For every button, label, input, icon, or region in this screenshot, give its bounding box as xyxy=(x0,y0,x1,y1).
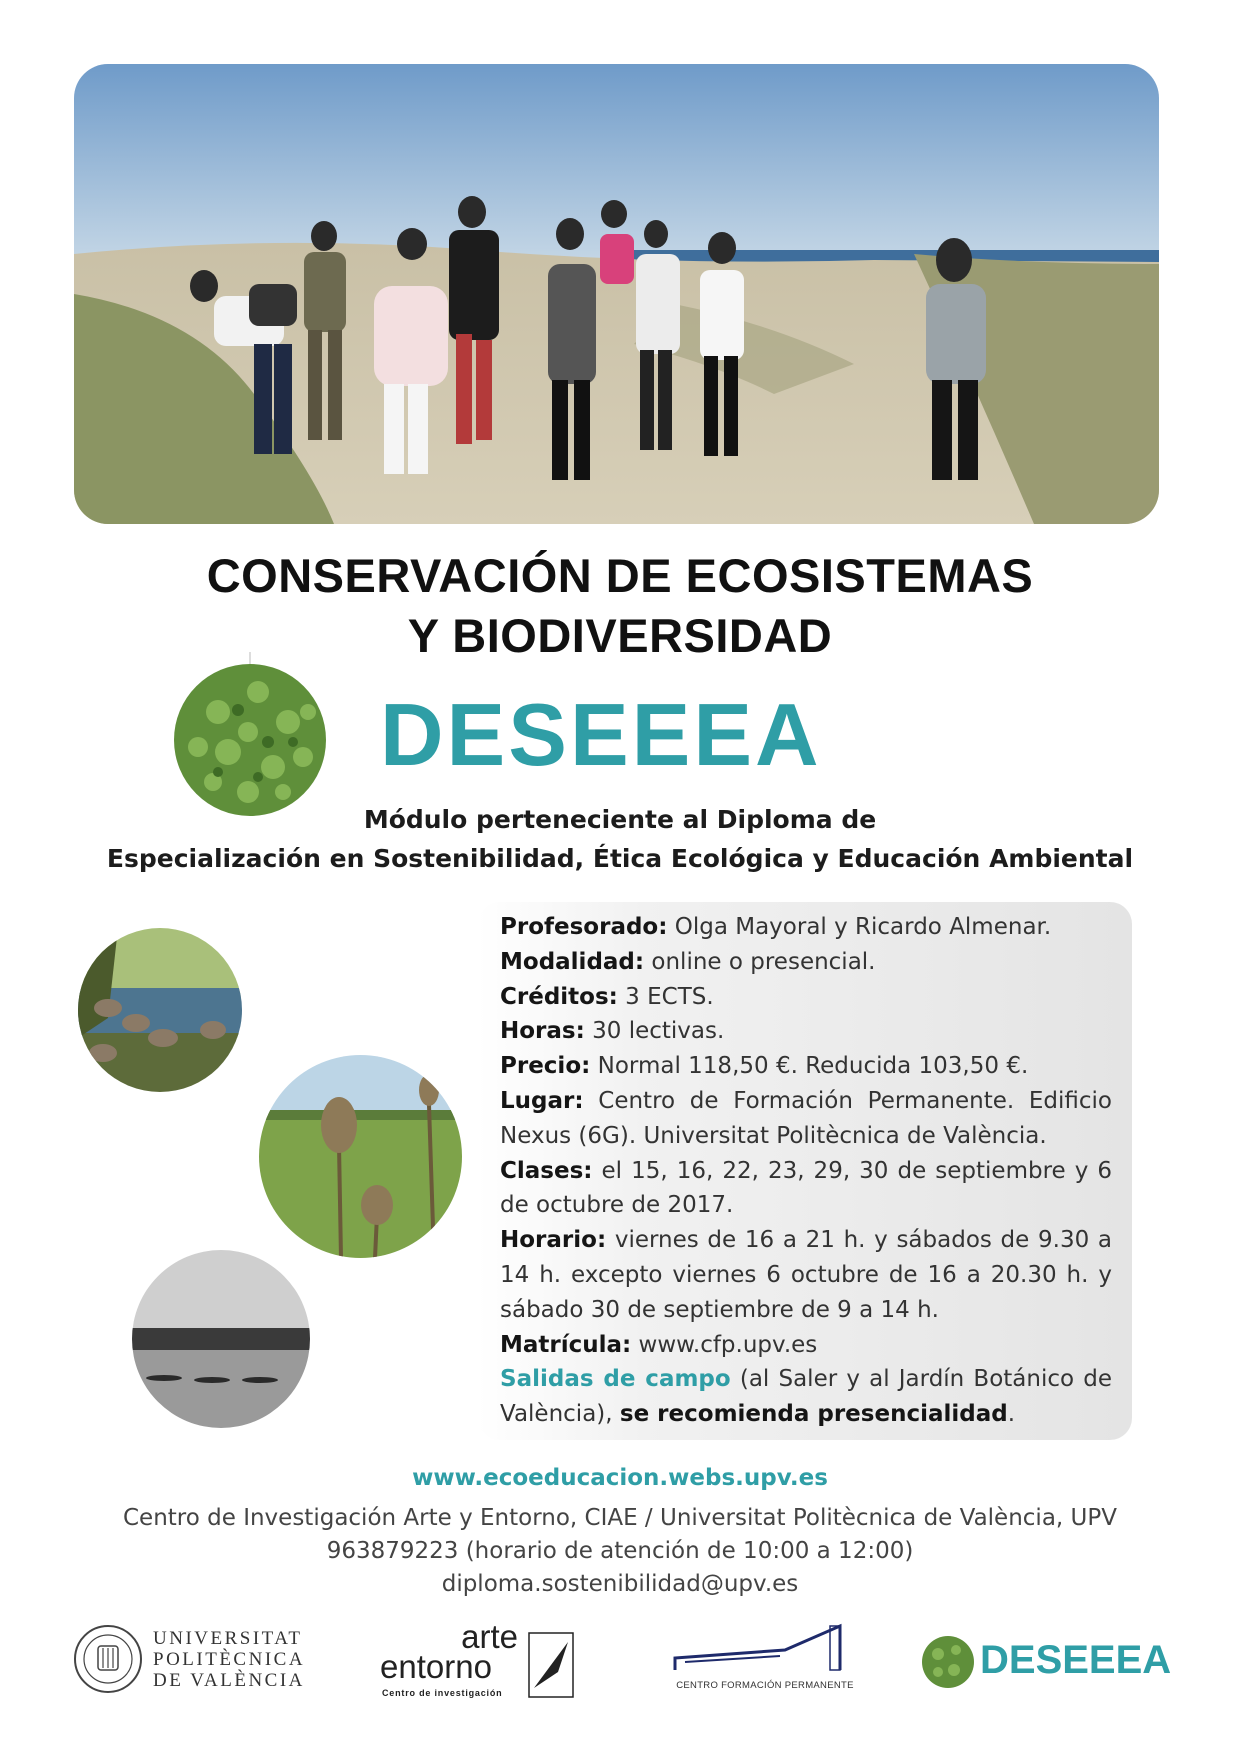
info-text xyxy=(500,910,1112,1432)
upv-line-2: POLITÈCNICA xyxy=(153,1649,306,1670)
footer-website-link[interactable]: www.ecoeducacion.webs.upv.es xyxy=(412,1465,828,1491)
info-horas: Horas: 30 lectivas. xyxy=(500,1018,725,1045)
arte-subtitle: Centro de investigación xyxy=(382,1688,503,1698)
info-horario: Horario: viernes de 16 a 21 h. y sábados de 9.30 a 14 h. excepto viernes 6 octubre de 16 a 20.30 h. y sábado 30 de septiembre de 9 a 14 h. xyxy=(500,1227,1112,1323)
info-matricula: Matrícula: www.cfp.upv.es xyxy=(500,1331,818,1358)
teasel-photo xyxy=(259,1055,462,1258)
module-line-1: Módulo perteneciente al Diploma de xyxy=(363,805,877,834)
deseeea-logo-text: DESEEEA xyxy=(980,1638,1172,1682)
info-profesorado: Profesorado: Olga Mayoral y Ricardo Almenar. xyxy=(500,914,1052,940)
deseeea-logo xyxy=(920,1628,1170,1698)
cfp-label: CENTRO FORMACIÓN PERMANENTE xyxy=(676,1680,854,1691)
footer-email[interactable]: diploma.sostenibilidad@upv.es xyxy=(441,1571,799,1597)
hero-photo xyxy=(74,64,1159,524)
info-lugar: Lugar: Centro de Formación Permanente. Edificio Nexus (6G). Universitat Politècnica de València. xyxy=(500,1087,1112,1149)
logos-row xyxy=(0,1610,1240,1720)
footer-phone: 963879223 (horario de atención de 10:00 a 12:00) xyxy=(326,1538,914,1564)
arte-entorno-logo xyxy=(380,1618,580,1702)
module-line-2: Especialización en Sostenibilidad, Ética Ecológica y Educación Ambiental xyxy=(106,844,1134,873)
plant-ball-icon xyxy=(158,652,354,820)
boats-lake-photo xyxy=(132,1250,310,1428)
footer-organization: Centro de Investigación Arte y Entorno, CIAE / Universitat Politècnica de València, UPV xyxy=(123,1505,1117,1531)
geese-photo xyxy=(78,928,242,1092)
info-clases: Clases: el 15, 16, 22, 23, 29, 30 de septiembre y 6 de octubre de 2017. xyxy=(500,1157,1112,1219)
brand-title: DESEEEA xyxy=(380,685,822,784)
upv-seal-icon xyxy=(73,1624,143,1694)
field-trip-illustration xyxy=(74,64,1159,524)
plant-ball-small-icon xyxy=(920,1630,976,1690)
entorno-word: entorno xyxy=(380,1648,492,1685)
info-salidas: Salidas de campo (al Saler y al Jardín Botánico de València), se recomienda presencialidad. xyxy=(500,1366,1112,1428)
info-modalidad: Modalidad: online o presencial. xyxy=(500,948,876,975)
arte-word: arte xyxy=(461,1618,518,1655)
page-title-line-1: CONSERVACIÓN DE ECOSISTEMAS xyxy=(206,549,1034,602)
info-precio: Precio: Normal 118,50 €. Reducida 103,50 €. xyxy=(500,1053,1029,1080)
upv-line-3: DE VALÈNCIA xyxy=(153,1670,305,1691)
info-creditos: Créditos: 3 ECTS. xyxy=(500,983,714,1010)
upv-logo xyxy=(73,1624,306,1696)
upv-line-1: UNIVERSITAT xyxy=(153,1628,303,1649)
cfp-building-icon xyxy=(665,1620,865,1680)
page-title-line-2: Y BIODIVERSIDAD xyxy=(407,609,833,662)
cfp-logo xyxy=(665,1620,865,1700)
quill-box-icon xyxy=(528,1632,574,1698)
